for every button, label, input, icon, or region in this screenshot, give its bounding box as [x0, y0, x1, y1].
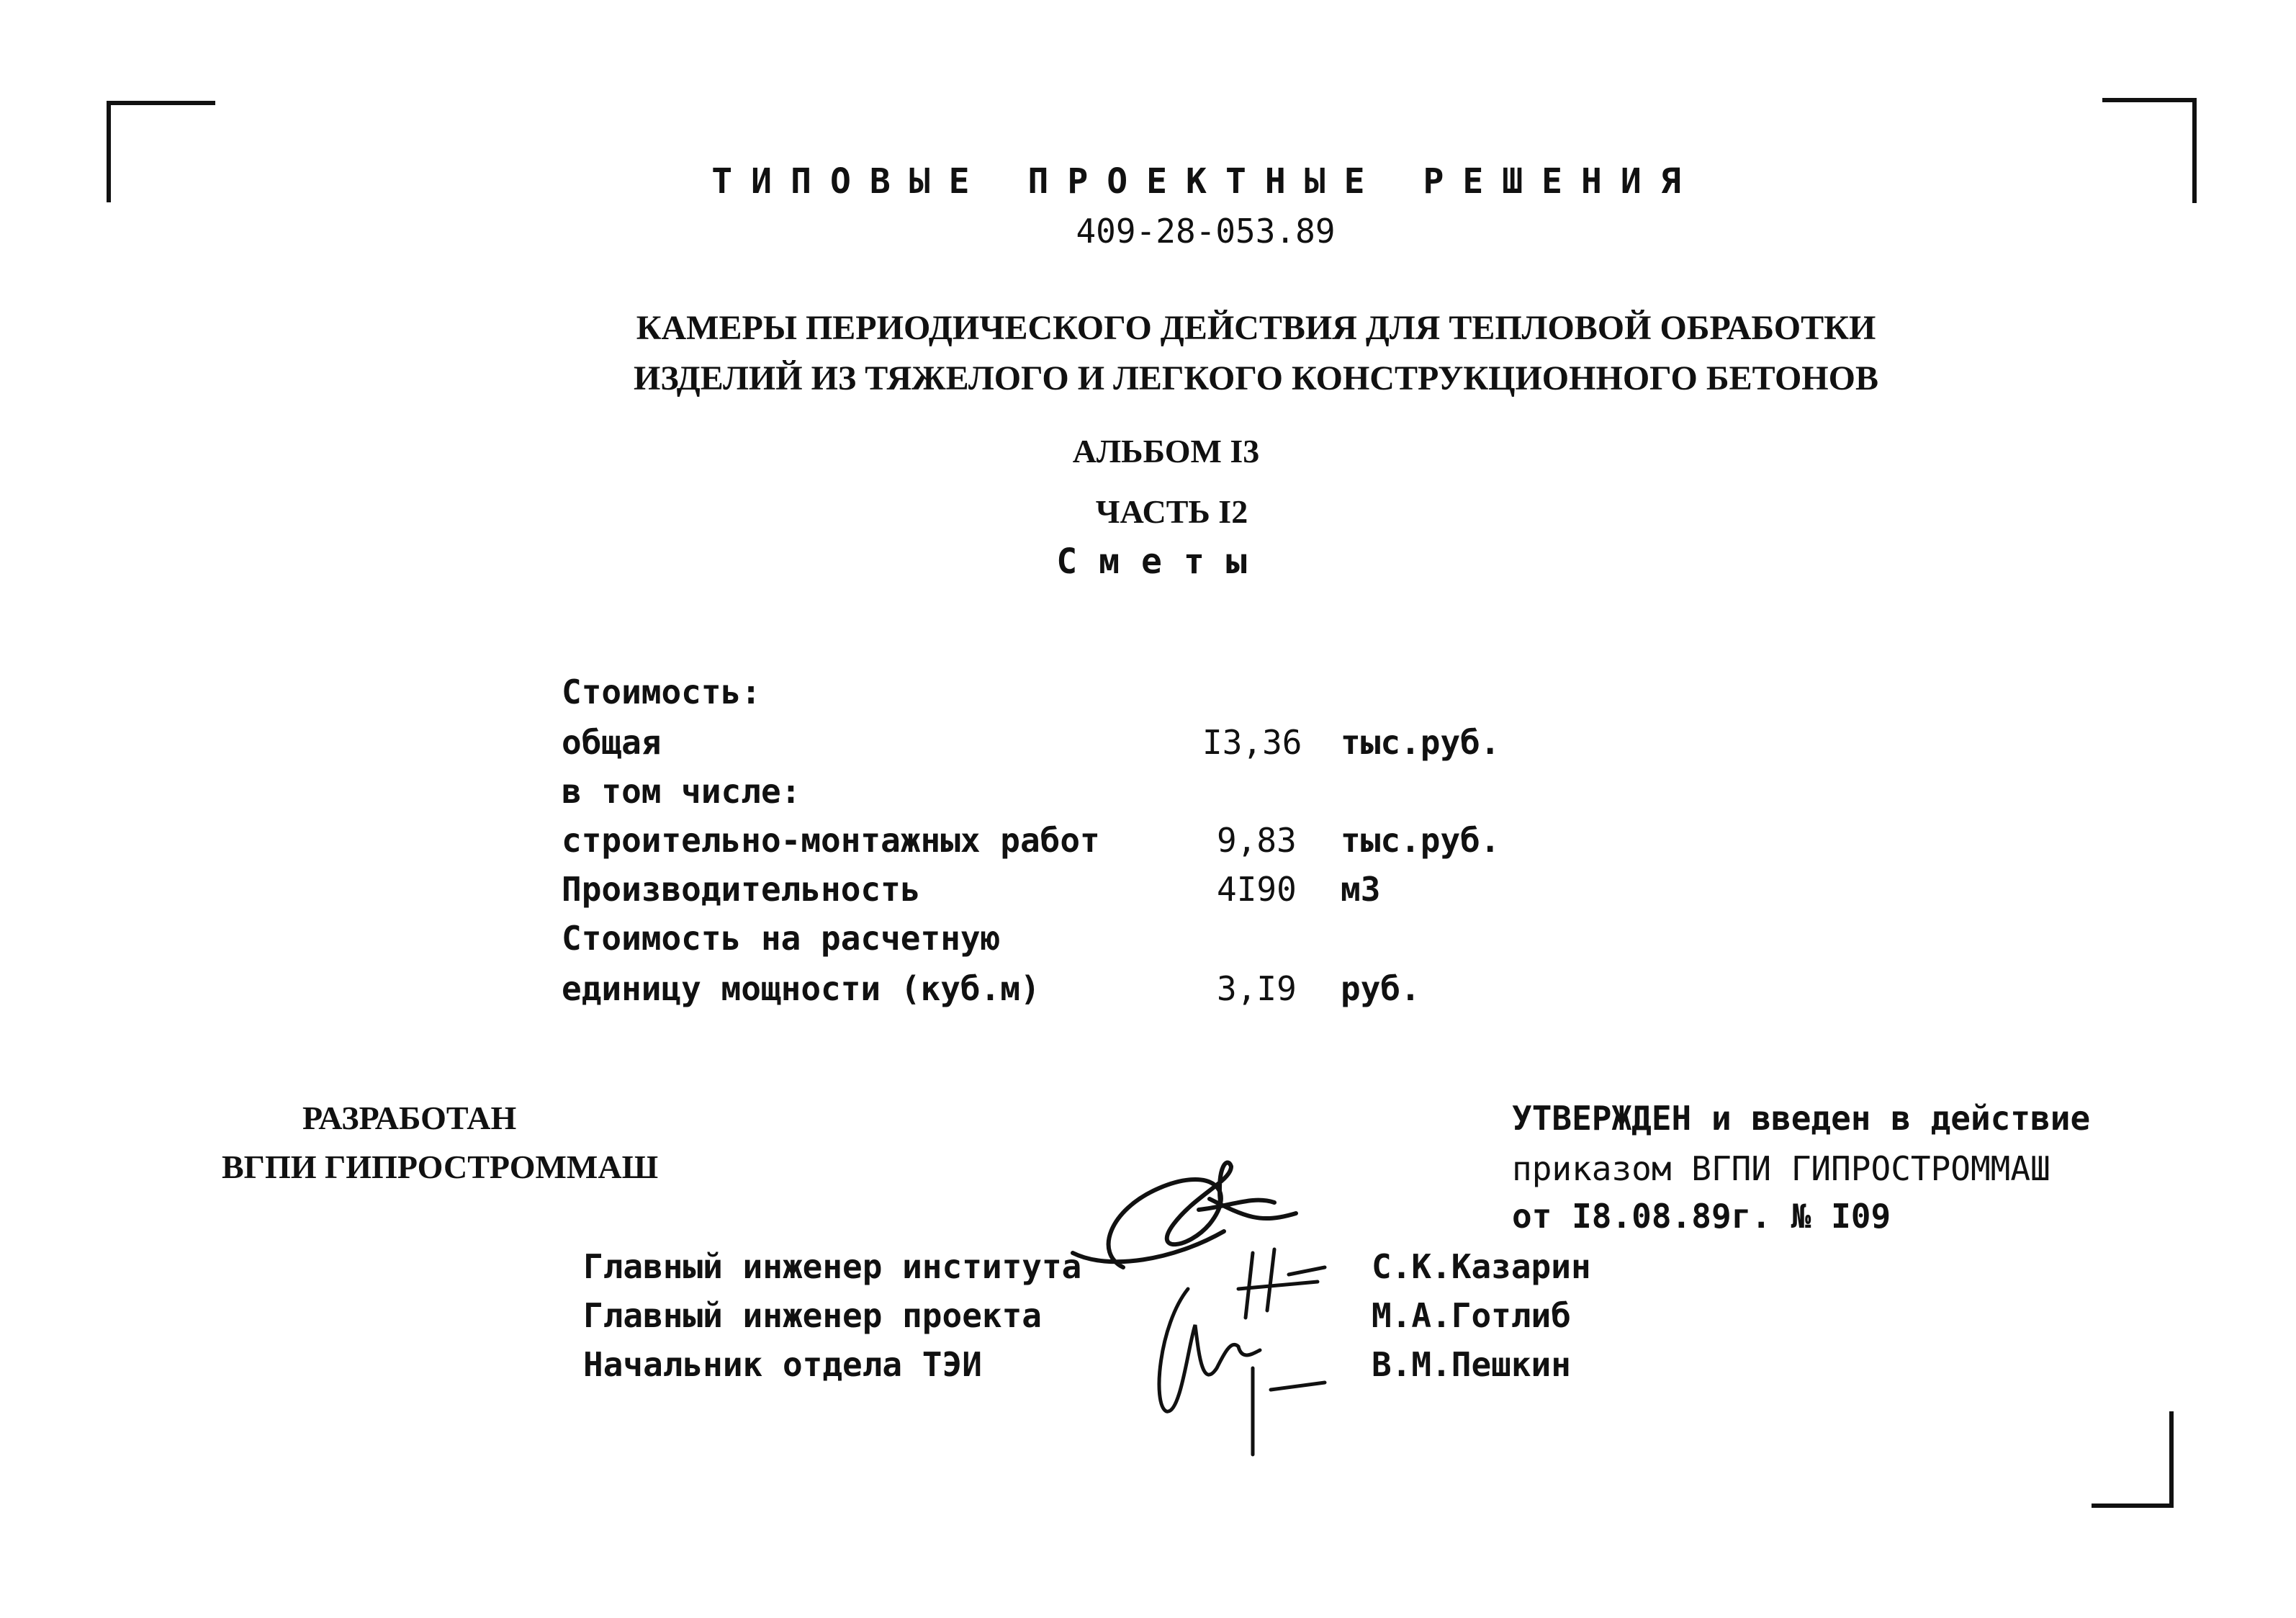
cost-label-including: в том числе:	[562, 772, 801, 811]
signatory-position: Главный инженер института	[583, 1247, 1082, 1286]
approved-line-2: приказом ВГПИ ГИПРОСТРОММАШ	[1512, 1149, 2050, 1188]
part-number: ЧАСТЬ I2	[1095, 493, 1248, 530]
signatory-name: В.М.Пешкин	[1372, 1345, 1571, 1384]
series-title: ТИПОВЫЕ ПРОЕКТНЫЕ РЕШЕНИЯ	[711, 161, 1700, 202]
cost-value-total: I3,36	[1202, 723, 1302, 762]
signature-head-tei-department	[1145, 1282, 1346, 1462]
approved-line-3: от I8.08.89г. № I09	[1512, 1197, 1891, 1236]
cost-heading: Стоимость:	[562, 673, 761, 711]
capacity-value: 4I90	[1217, 870, 1297, 909]
title-line-2: ИЗДЕЛИЙ ИЗ ТЯЖЕЛОГО И ЛЕГКОГО КОНСТРУКЦИОННОГО БЕТОНОВ	[634, 359, 1878, 397]
unit-cost-label-line2: единицу мощности (куб.м)	[562, 969, 1040, 1008]
document-code: 409-28-053.89	[1076, 212, 1336, 251]
document-subtitle: Сметы	[1056, 541, 1269, 582]
signatory-name: С.К.Казарин	[1372, 1247, 1591, 1286]
corner-mark-bottom-right	[2092, 1411, 2174, 1508]
cost-value-construction: 9,83	[1217, 821, 1297, 860]
developed-organization: ВГПИ ГИПРОСТРОММАШ	[222, 1149, 659, 1185]
signatory-position: Главный инженер проекта	[583, 1296, 1042, 1335]
signatory-name: М.А.Готлиб	[1372, 1296, 1571, 1335]
title-line-1: КАМЕРЫ ПЕРИОДИЧЕСКОГО ДЕЙСТВИЯ ДЛЯ ТЕПЛОВОЙ ОБРАБОТКИ	[636, 309, 1876, 347]
cost-unit-total: тыс.руб.	[1341, 723, 1500, 762]
unit-cost-value: 3,I9	[1217, 969, 1297, 1008]
cost-label-total: общая	[562, 723, 662, 762]
cost-unit-construction: тыс.руб.	[1341, 821, 1500, 860]
capacity-unit: м3	[1341, 870, 1381, 909]
unit-cost-unit: руб.	[1341, 969, 1421, 1008]
album-number: АЛЬБОМ I3	[1072, 433, 1260, 469]
approved-line-1: УТВЕРЖДЕН и введен в действие	[1512, 1099, 2091, 1138]
developed-label: РАЗРАБОТАН	[302, 1100, 517, 1136]
unit-cost-label-line1: Стоимость на расчетную	[562, 919, 1001, 958]
signatory-position: Начальник отдела ТЭИ	[583, 1345, 982, 1384]
capacity-label: Производительность	[562, 870, 921, 909]
cost-label-construction: строительно-монтажных работ	[562, 821, 1100, 860]
